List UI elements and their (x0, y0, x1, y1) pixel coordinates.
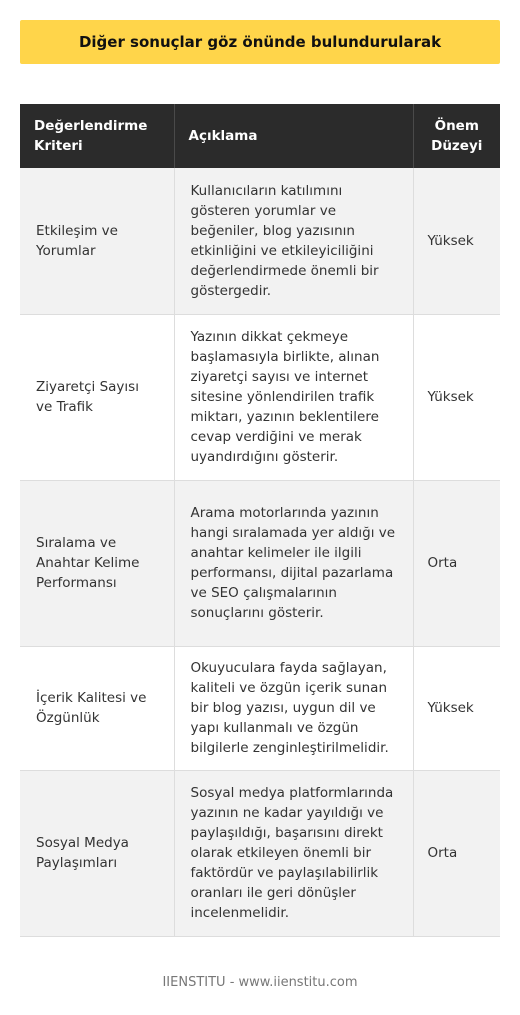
importance-cell: Orta (413, 480, 500, 646)
criterion-cell: Sıralama ve Anahtar Kelime Performansı (20, 480, 174, 646)
header-description: Açıklama (174, 104, 413, 168)
criterion-cell: Sosyal Medya Paylaşımları (20, 770, 174, 936)
header-criterion: Değerlendirme Kriteri (20, 104, 174, 168)
table-row (20, 168, 500, 314)
header-importance: Önem Düzeyi (413, 104, 500, 168)
importance-cell: Orta (413, 770, 500, 936)
table-row (20, 314, 500, 480)
importance-cell: Yüksek (413, 646, 500, 770)
description-cell: Kullanıcıların katılımını gösteren yorumlar ve beğeniler, blog yazısının etkinliğini ve etkileyiciliğini değerlendirmede önemli bir göstergedir. (174, 168, 413, 314)
description-cell: Okuyuculara fayda sağlayan, kaliteli ve özgün içerik sunan bir blog yazısı, uygun dil ve yapı kullanmalı ve özgün bilgilerle zenginleştirilmelidir. (174, 646, 413, 770)
description-cell: Sosyal medya platformlarında yazının ne kadar yayıldığı ve paylaşıldığı, başarısını direkt olarak etkileyen önemli bir faktördür ve paylaşılabilirlik oranları ile geri dönüşler incelenmelidir. (174, 770, 413, 936)
table-row (20, 480, 500, 646)
evaluation-table (20, 104, 500, 937)
criterion-cell: İçerik Kalitesi ve Özgünlük (20, 646, 174, 770)
importance-cell: Yüksek (413, 314, 500, 480)
title-banner (20, 20, 500, 64)
table-row (20, 770, 500, 936)
table-header-row (20, 104, 500, 168)
criterion-cell: Ziyaretçi Sayısı ve Trafik (20, 314, 174, 480)
page-title: Diğer sonuçlar göz önünde bulundurularak (78, 33, 442, 51)
description-cell: Yazının dikkat çekmeye başlamasıyla birlikte, alınan ziyaretçi sayısı ve internet sitesine yönlendirilen trafik miktarı, yazının beklentilere cevap verdiğini ve merak uyandırdığını gösterir. (174, 314, 413, 480)
footer-credit: IIENSTITU - www.iienstitu.com (162, 975, 358, 990)
table-row (20, 646, 500, 770)
importance-cell: Yüksek (413, 168, 500, 314)
description-cell: Arama motorlarında yazının hangi sıralamada yer aldığı ve anahtar kelimeler ile ilgili performansı, dijital pazarlama ve SEO çalışmalarının sonuçlarını gösterir. (174, 480, 413, 646)
criterion-cell: Etkileşim ve Yorumlar (20, 168, 174, 314)
